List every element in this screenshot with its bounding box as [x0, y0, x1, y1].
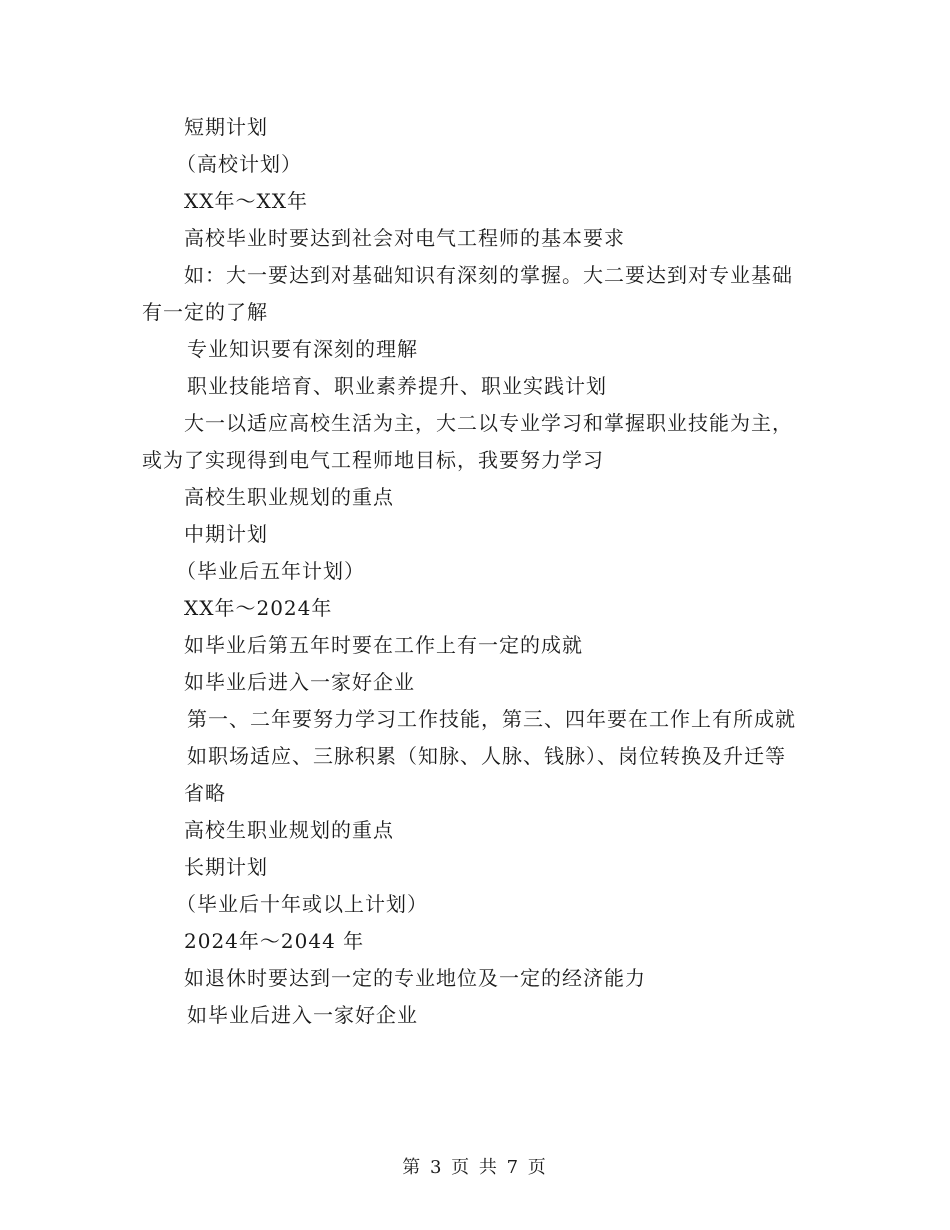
paragraph: （高校计划）	[176, 152, 302, 176]
paragraph: 如毕业后进入一家好企业	[187, 1003, 418, 1027]
paragraph: （毕业后十年或以上计划）	[176, 892, 428, 916]
paragraph: 职业技能培育、职业素养提升、职业实践计划	[187, 374, 607, 398]
paragraph: 如职场适应、三脉积累（知脉、人脉、钱脉）、岗位转换及升迁等	[187, 744, 786, 768]
paragraph: XX年～XX年	[184, 189, 308, 213]
page-number-footer: 第 3 页 共 7 页	[402, 1157, 548, 1178]
paragraph: 短期计划	[184, 115, 268, 139]
paragraph: 如毕业后进入一家好企业	[184, 670, 415, 694]
paragraph: 省略	[184, 781, 226, 805]
paragraph: 高校生职业规划的重点	[184, 818, 394, 842]
paragraph: （毕业后五年计划）	[176, 559, 365, 583]
paragraph: 长期计划	[184, 855, 268, 879]
paragraph: 如毕业后第五年时要在工作上有一定的成就	[184, 633, 583, 657]
paragraph: XX年～2024年	[184, 596, 333, 620]
paragraph: 大一以适应高校生活为主，大二以专业学习和掌握职业技能为主，或为了实现得到电气工程师地目标，我要努力学习	[142, 411, 793, 472]
paragraph: 2024年～2044 年	[184, 929, 365, 953]
paragraph: 如：大一要达到对基础知识有深刻的掌握。大二要达到对专业基础有一定的了解	[142, 263, 793, 324]
paragraph: 如退休时要达到一定的专业地位及一定的经济能力	[184, 966, 646, 990]
paragraph: 中期计划	[184, 522, 268, 546]
paragraph: 专业知识要有深刻的理解	[187, 337, 418, 361]
paragraph: 第一、二年要努力学习工作技能，第三、四年要在工作上有所成就	[187, 707, 796, 731]
paragraph: 高校毕业时要达到社会对电气工程师的基本要求	[184, 226, 625, 250]
paragraph: 高校生职业规划的重点	[184, 485, 394, 509]
document-body	[142, 109, 812, 1034]
